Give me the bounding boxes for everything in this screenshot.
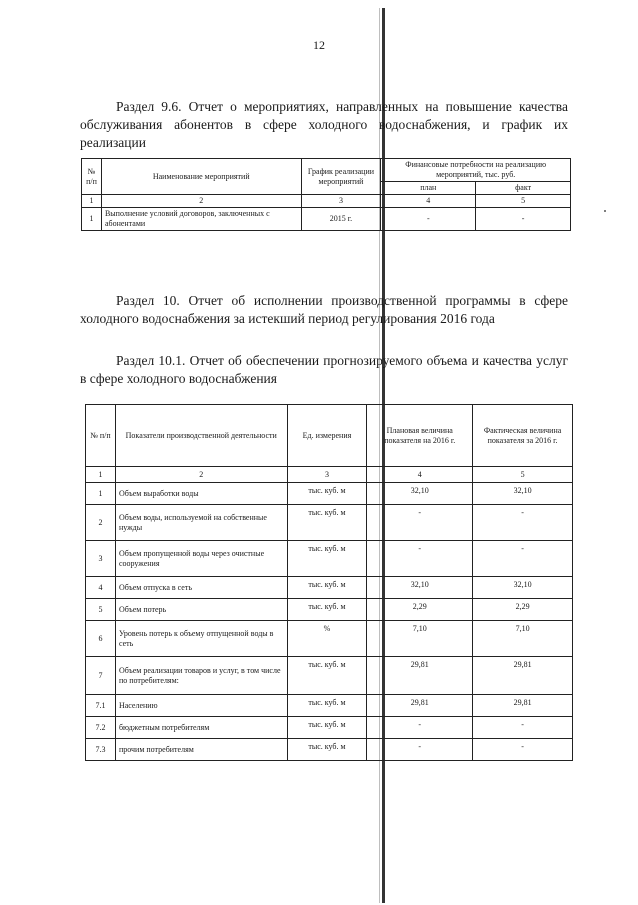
table-row [86,739,573,761]
row-planned: - [367,739,473,761]
row-indicator: Объем выработки воды [115,483,287,505]
row-actual: - [473,505,573,541]
row-unit: тыс. куб. м [287,541,367,577]
index-cell: 5 [473,467,573,483]
row-indicator: бюджетным потребителям [115,717,287,739]
row-planned: 29,81 [367,695,473,717]
row-unit: тыс. куб. м [287,717,367,739]
row-num: 1 [86,483,116,505]
table-row [86,717,573,739]
row-plan: - [381,208,476,231]
row-num: 7.2 [86,717,116,739]
row-unit: тыс. куб. м [287,695,367,717]
table-row [86,541,573,577]
row-num: 2 [86,505,116,541]
row-indicator: прочим потребителям [115,739,287,761]
row-unit: тыс. куб. м [287,505,367,541]
index-cell: 1 [82,195,102,208]
row-indicator: Объем пропущенной воды через очистные сооружения [115,541,287,577]
row-actual: 32,10 [473,577,573,599]
table-row [86,621,573,657]
index-cell: 4 [381,195,476,208]
row-unit: тыс. куб. м [287,657,367,695]
table-row [86,695,573,717]
section-10-1-table [85,404,573,761]
row-actual: - [473,717,573,739]
row-actual: 7,10 [473,621,573,657]
col-header-num: № п/п [86,405,116,467]
row-indicator: Населению [115,695,287,717]
row-actual: 2,29 [473,599,573,621]
row-planned: 2,29 [367,599,473,621]
row-num: 4 [86,577,116,599]
col-header-fact: факт [476,182,571,195]
section-10-1-title: Раздел 10.1. Отчет об обеспечении прогнозируемого объема и качества услуг в сфере холодного водоснабжения [80,353,568,386]
row-actual: 29,81 [473,695,573,717]
col-header-unit: Ед. измерения [287,405,367,467]
col-header-actual: Фактическая величина показателя за 2016 г. [473,405,573,467]
section-10-title: Раздел 10. Отчет об исполнении производственной программы в сфере холодного водоснабжения за истекший период регулирования 2016 года [80,293,568,326]
row-planned: - [367,541,473,577]
row-num: 7 [86,657,116,695]
row-unit: тыс. куб. м [287,599,367,621]
page-number: 12 [313,38,325,52]
index-cell: 3 [301,195,381,208]
row-indicator: Объем реализации товаров и услуг, в том числе по потребителям: [115,657,287,695]
row-actual: 29,81 [473,657,573,695]
row-planned: - [367,505,473,541]
index-cell: 4 [367,467,473,483]
row-indicator: Объем потерь [115,599,287,621]
col-header-schedule: График реализации мероприятий [301,159,381,195]
row-planned: 29,81 [367,657,473,695]
col-header-finance: Финансовые потребности на реализацию мероприятий, тыс. руб. [381,159,571,182]
table-row [86,505,573,541]
row-unit: тыс. куб. м [287,739,367,761]
table-row [86,657,573,695]
table-row [86,483,573,505]
row-num: 1 [82,208,102,231]
row-planned: 7,10 [367,621,473,657]
col-header-planned: Плановая величина показателя на 2016 г. [367,405,473,467]
index-cell: 3 [287,467,367,483]
col-header-plan: план [381,182,476,195]
row-planned: 32,10 [367,483,473,505]
section-9-6-table [81,158,571,231]
row-fact: - [476,208,571,231]
col-header-indicator: Показатели производственной деятельности [115,405,287,467]
row-schedule: 2015 г. [301,208,381,231]
row-unit: % [287,621,367,657]
row-actual: - [473,739,573,761]
row-indicator: Уровень потерь к объему отпущенной воды в сеть [115,621,287,657]
row-planned: - [367,717,473,739]
section-9-6-title: Раздел 9.6. Отчет о мероприятиях, направленных на повышение качества обслуживания абонентов в сфере холодного водоснабжения, и график их реализации [80,99,568,150]
row-indicator: Объем отпуска в сеть [115,577,287,599]
col-header-num: № п/п [82,159,102,195]
row-indicator: Объем воды, используемой на собственные нужды [115,505,287,541]
row-actual: 32,10 [473,483,573,505]
index-cell: 2 [101,195,301,208]
table-row [82,208,571,231]
index-cell: 2 [115,467,287,483]
col-header-name: Наименование мероприятий [101,159,301,195]
index-cell: 1 [86,467,116,483]
table-row [86,577,573,599]
row-unit: тыс. куб. м [287,577,367,599]
row-planned: 32,10 [367,577,473,599]
row-num: 3 [86,541,116,577]
row-actual: - [473,541,573,577]
table-row [86,599,573,621]
row-num: 7.1 [86,695,116,717]
row-unit: тыс. куб. м [287,483,367,505]
row-name: Выполнение условий договоров, заключенных с абонентами [101,208,301,231]
row-num: 6 [86,621,116,657]
index-cell: 5 [476,195,571,208]
row-num: 5 [86,599,116,621]
scan-speck [604,210,606,212]
row-num: 7.3 [86,739,116,761]
